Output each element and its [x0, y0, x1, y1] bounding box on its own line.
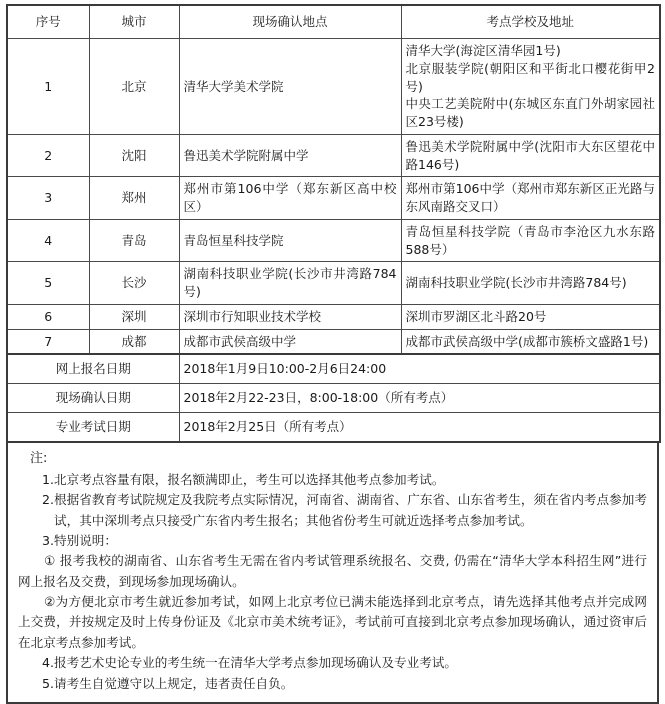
cell-city: 青岛 — [89, 219, 179, 262]
cell-confirmation-site: 成都市武侯高级中学 — [179, 329, 401, 354]
cell-school-address — [401, 177, 660, 220]
cell-index: 2 — [7, 134, 89, 177]
date-value: 2018年2月25日（所有考点） — [179, 413, 660, 443]
table-row — [7, 219, 660, 262]
exam-sites-table — [6, 4, 661, 443]
note-text: 北京考点容量有限，报名额满即止，考生可以选择其他考点参加考试。 — [54, 471, 445, 487]
notes-section — [6, 443, 659, 704]
column-header-0: 序号 — [7, 5, 89, 39]
table-row — [7, 134, 660, 177]
date-label: 网上报名日期 — [7, 354, 179, 384]
notes-title: 注: — [30, 451, 48, 467]
note-number: 3. — [42, 532, 55, 548]
table-header-row — [7, 5, 660, 39]
note-text: 报考艺术史论专业的考生统一在清华大学考点参加现场确认及专业考试。 — [54, 655, 457, 671]
cell-city: 深圳 — [89, 304, 179, 329]
cell-index: 4 — [7, 219, 89, 262]
cell-index: 5 — [7, 262, 89, 305]
date-label: 专业考试日期 — [7, 413, 179, 443]
date-value: 2018年1月9日10:00-2月6日24:00 — [179, 354, 660, 384]
column-header-1: 城市 — [89, 5, 179, 39]
table-row — [7, 304, 660, 329]
note-number: 5. — [42, 675, 55, 691]
address-line: 青岛恒星科技学院（青岛市李沧区九水东路588号） — [405, 223, 655, 257]
address-line: 清华大学(海淀区清华园1号) — [405, 43, 561, 58]
address-line: 鲁迅美术学院附属中学(沈阳市大东区望花中路146号) — [405, 138, 655, 172]
cell-confirmation-site: 深圳市行知职业技术学校 — [179, 304, 401, 329]
table-row — [7, 329, 660, 354]
cell-confirmation-site: 鲁迅美术学院附属中学 — [179, 134, 401, 177]
note-number: 4. — [42, 655, 55, 671]
cell-confirmation-site: 清华大学美术学院 — [179, 39, 401, 135]
cell-city: 成都 — [89, 329, 179, 354]
cell-city: 长沙 — [89, 262, 179, 305]
cell-school-address — [401, 304, 660, 329]
cell-index: 3 — [7, 177, 89, 220]
cell-city: 北京 — [89, 39, 179, 135]
address-line: 深圳市罗湖区北斗路20号 — [405, 308, 547, 324]
column-header-3: 考点学校及地址 — [401, 5, 660, 39]
address-line: 郑州市第106中学（郑州市郑东新区正光路与东风南路交叉口） — [405, 181, 655, 214]
note-item — [18, 531, 647, 551]
cell-school-address — [401, 262, 660, 305]
note-item — [18, 674, 647, 694]
table-row — [7, 177, 660, 220]
note-item — [18, 490, 647, 531]
cell-school-address — [401, 329, 660, 354]
date-row — [7, 354, 660, 384]
note-text: 根据省教育考试院规定及我院考点实际情况，河南省、湖南省、广东省、山东省考生，须在省内考点参加考试，其中深圳考点只接受广东省内考生报名；其他省份考生可就近选择考点参加考试。 — [54, 492, 647, 528]
note-number: 2. — [42, 492, 55, 508]
table-row — [7, 262, 660, 305]
cell-index: 6 — [7, 304, 89, 329]
column-header-2: 现场确认地点 — [179, 5, 401, 39]
date-row — [7, 413, 660, 443]
cell-index: 1 — [7, 39, 89, 135]
address-line: 湖南科技职业学院(长沙市井湾路784号) — [405, 275, 627, 291]
date-label: 现场确认日期 — [7, 384, 179, 413]
date-row — [7, 384, 660, 413]
note-text: 请考生自觉遵守以上规定，违者责任自负。 — [54, 675, 294, 691]
cell-city: 郑州 — [89, 177, 179, 220]
cell-school-address — [401, 39, 660, 135]
cell-confirmation-site: 青岛恒星科技学院 — [179, 219, 401, 262]
address-line: 北京服装学院(朝阳区和平街北口樱花街甲2号) — [405, 60, 655, 94]
note-text: 特别说明： — [54, 532, 117, 548]
table-row — [7, 39, 660, 135]
cell-confirmation-site: 湖南科技职业学院(长沙市井湾路784号) — [179, 262, 401, 305]
note-sub-item: ① 报考我校的湖南省、山东省考生无需在省内考试管理系统报名、交费, 仍需在“清华大学本科招生网”进行网上报名及交费，到现场参加现场确认。 — [18, 553, 647, 589]
cell-index: 7 — [7, 329, 89, 354]
note-number: 1. — [42, 471, 55, 487]
cell-school-address — [401, 134, 660, 177]
note-item — [18, 470, 647, 490]
date-value: 2018年2月22-23日，8:00-18:00（所有考点） — [179, 384, 660, 413]
cell-confirmation-site: 郑州市第106中学（郑东新区高中校区） — [179, 177, 401, 220]
address-line: 成都市武侯高级中学(成都市簇桥文盛路1号) — [405, 333, 649, 349]
cell-school-address — [401, 219, 660, 262]
note-item — [18, 653, 647, 673]
note-sub-item: ②为方便北京市考生就近参加考试，如网上北京考位已满未能选择到北京考点，请先选择其他考点并完成网上交费，并按规定及时上传身份证及《北京市美术统考证》，考试前可直接到北京考点参加现场确认，通过资审后在北京考点参加考试。 — [18, 594, 647, 650]
address-line: 中央工艺美院附中(东城区东直门外胡家园社区23号楼) — [405, 96, 655, 129]
cell-city: 沈阳 — [89, 134, 179, 177]
